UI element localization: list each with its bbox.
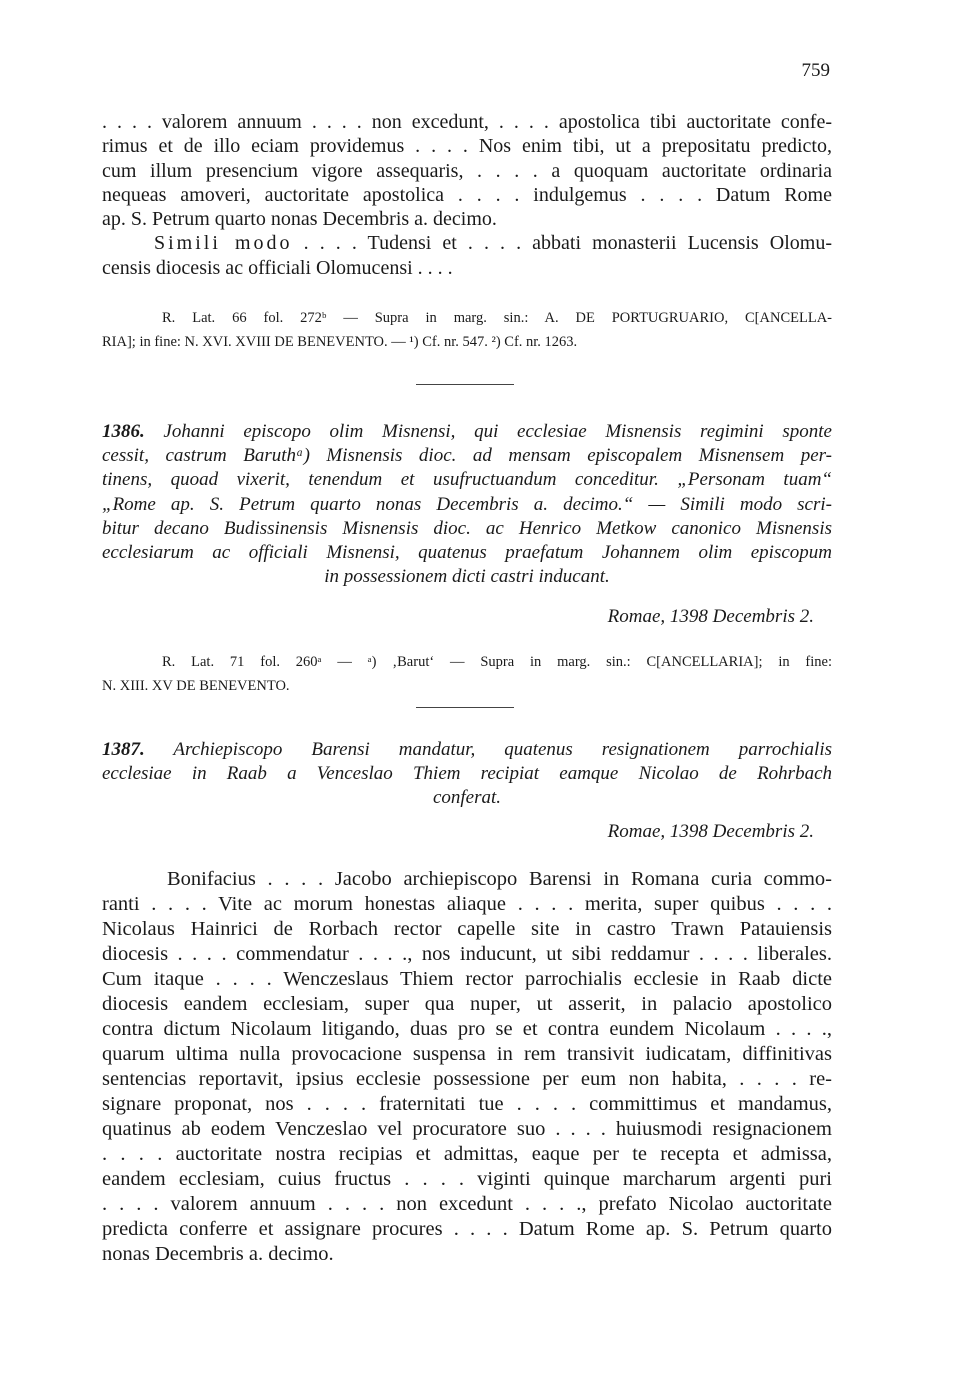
source-note [102,306,832,354]
document-text-1387 [102,867,832,1267]
text-line: nonas Decembris a. decimo. [102,1243,334,1265]
text-line: Bonifacius . . . . Jacobo archiepiscopo Barensi in Romana curia commo- [167,868,832,890]
simili-modo: Simili modo [154,232,293,255]
note-line: N. XIII. XV DE BENEVENTO. [102,678,290,694]
simili-rest: . . . . Tudensi et . . . . abbati monasterii Lucensis Olomu- [292,232,833,255]
separator-rule [416,707,514,708]
note-line: R. Lat. 66 fol. 272ᵇ — Supra in marg. sin.: A. DE PORTUGRUARIO, C[ANCELLA- [162,310,832,326]
separator-rule [416,384,514,385]
text-line: quarum ultima nulla provocacione suspensa in rem transivit iudicatam, diffinitivas [102,1043,832,1065]
simili-line [102,231,832,255]
note-line: RIA]; in fine: N. XVI. XVIII DE BENEVENTO. — ¹) Cf. nr. 547. ²) Cf. nr. 1263. [102,334,578,350]
regest-line: bitur decano Budissinensis Misnensis dioc. ac Henrico Metkow canonico Misnensis [102,517,832,539]
text-line: contra dictum Nicolaum litigando, duas pro se et contra eundem Nicolaum . . . ., [102,1018,832,1040]
regest-line: ecclesiae in Raab a Venceslao Thiem recipiat eamque Nicolao de Rohrbach [102,763,832,785]
regest-line: „Rome ap. S. Petrum quarto nonas Decembris a. decimo.“ — Simili modo scri- [102,493,832,515]
text-line: diocesis . . . . commendatur . . . ., nos inducunt, ut sibi reddamur . . . . liberales. [102,943,832,965]
text-line: nequeas amoveri, auctoritate apostolica . . . . indulgemus . . . . Datum Rome [102,183,832,206]
text-line: ranti . . . . Vite ac morum honestas aliaque . . . . merita, super quibus . . . . [102,893,832,915]
regest-line: conferat. [432,787,502,809]
regest-line: ecclesiarum ac officiali Misnensi, quatenus praefatum Johannem olim episcopum [102,541,832,563]
entry-number: 1386. [102,421,145,442]
dateline-1386: Romae, 1398 Decembris 2. [607,606,814,627]
regest-line: in possessionem dicti castri inducant. [324,566,610,588]
regest-line: cessit, castrum Baruthᵃ) Misnensis dioc. ad mensam episcopalem Misnensem per- [102,445,832,467]
text-line: predicta conferre et assignare procures . . . . Datum Rome ap. S. Petrum quarto [102,1218,832,1240]
regest-1387 [102,738,832,811]
text-line: ap. S. Petrum quarto nonas Decembris a. decimo. [102,208,497,231]
text-line: censis diocesis ac officiali Olomucensi . . . . [102,256,453,279]
text-line: quatinus ab eodem Venczeslao vel procuratore suo . . . . huiusmodi resignacionem [102,1118,832,1140]
text-line: eandem ecclesiam, cuius fructus . . . . viginti quinque marcharum argenti puri [102,1168,832,1190]
text-line: signare proponat, nos . . . . fraternitati tue . . . . committimus et mandamus, [102,1093,832,1115]
regest-line [102,420,832,444]
regest-text: Archiepiscopo Barensi mandatur, quatenus resignationem parrochialis [144,739,832,760]
regest-line: tinens, quoad vixerit, tenendum et usufructuandum conceditur. „Personam tuam“ [102,469,832,491]
text-line: diocesis eandem ecclesiam, super qua nuper, ut asserit, in palacio apostolico [102,993,832,1015]
text-line: rimus et de illo eciam providemus . . . . Nos enim tibi, ut a prepositatu predicto, [102,135,832,158]
regest-text: Johanni episcopo olim Misnensi, qui ecclesiae Misnensis regimini sponte [144,421,832,442]
entry-number: 1387. [102,739,145,760]
text-line: . . . . auctoritate nostra recipias et admittas, eaque per te recepta et admissa, [102,1143,832,1165]
text-line: sentencias reportavit, ipsius ecclesie possessione per eum non habita, . . . . re- [102,1068,832,1090]
regest-line [102,738,832,762]
page-number: 759 [801,60,830,81]
text-line: Nicolaus Hainrici de Rorbach rector capelle site in castro Trawn Patauiensis [102,918,832,940]
source-note-1386 [102,650,832,698]
text-line: . . . . valorem annuum . . . . non excedunt . . . ., prefato Nicolao auctoritate [102,1193,832,1215]
continuation-text [102,110,832,280]
text-line: Cum itaque . . . . Wenczeslaus Thiem rector parrochialis ecclesie in Raab dicte [102,968,832,990]
text-line: . . . . valorem annuum . . . . non excedunt, . . . . apostolica tibi auctoritate confe- [102,111,832,133]
regest-1386 [102,420,832,589]
text-line: cum illum presencium vigore assequaris, . . . . a quoquam auctoritate ordinaria [102,159,832,182]
dateline-1387: Romae, 1398 Decembris 2. [607,821,814,842]
note-line: R. Lat. 71 fol. 260ᵃ — ᵃ) ‚Barut‘ — Supra in marg. sin.: C[ANCELLARIA]; in fine: [162,654,832,670]
